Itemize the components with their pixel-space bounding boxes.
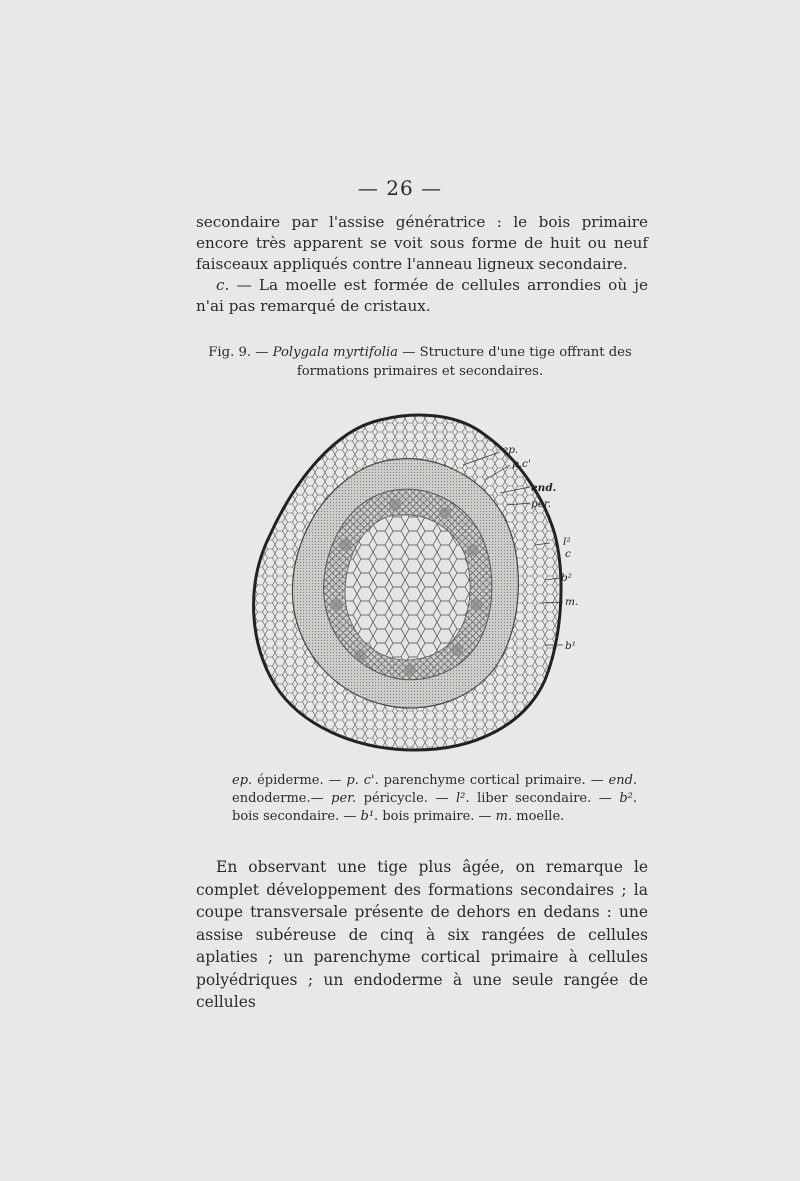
label-b1: b¹ — [565, 640, 576, 652]
label-l2: l² — [563, 536, 571, 548]
legend-per-text: péricycle. — — [363, 791, 449, 806]
legend-l2-text: liber secondaire. — — [477, 791, 612, 806]
legend-b2-abbr: b². — [619, 791, 638, 806]
stem-cross-section-figure — [245, 405, 615, 755]
legend-end-text: endoderme.— — [232, 791, 324, 806]
page-number: — 26 — — [357, 176, 443, 200]
pith-cells — [345, 515, 470, 660]
paragraph-1: secondaire par l'assise génératrice : le bois primaire encore très apparent se voit sous forme de huit ou neuf faisceaux appliqués contre l'anneau ligneux secondaire. — [196, 213, 648, 273]
label-end: end. — [531, 482, 557, 494]
bottom-paragraph — [196, 856, 648, 1014]
legend-per-abbr: per. — [331, 791, 357, 806]
label-b2: b² — [561, 572, 572, 584]
bottom-paragraph-text: En observant une tige plus âgée, on remarque le complet développement des formations secondaires ; la coupe transversale présente de dehors en dedans : une assise subéreuse de cinq à six rangées de cellules aplaties ; un parenchyme cortical primaire à cellules polyédriques ; un endoderme à une seule rangée de cellules — [196, 858, 648, 1011]
caption-text: — Structure d'une tige offrant des formations primaires et secondaires. — [296, 345, 632, 379]
legend-pc-text: parenchyme cortical primaire. — — [383, 773, 604, 788]
legend-ep-text: épiderme. — — [257, 773, 342, 788]
legend-b1-text: bois primaire. — — [382, 809, 492, 824]
legend-l2-abbr: l². — [456, 791, 470, 806]
legend-m-abbr: m. — [495, 809, 513, 824]
legend-ep-abbr: ep. — [232, 773, 253, 788]
caption-species: Polygala myrtifolia — [272, 345, 399, 360]
top-paragraphs — [196, 212, 648, 317]
legend-m-text: moelle. — [516, 809, 565, 824]
label-m: m. — [565, 596, 579, 608]
legend-end-abbr: end. — [608, 773, 638, 788]
caption-fig-number: Fig. 9. — — [208, 345, 269, 360]
label-pc: p.c' — [512, 458, 531, 470]
legend-pc-abbr: p. c'. — [346, 773, 379, 788]
label-per: per. — [531, 498, 552, 510]
legend-b2-text: bois secondaire. — — [232, 809, 357, 824]
paragraph-2-label: c. — [216, 276, 230, 294]
figure-legend — [232, 772, 637, 826]
paragraph-2-text: — La moelle est formée de cellules arrondies où je n'ai pas remarqué de cristaux. — [196, 276, 649, 315]
figure-caption — [190, 343, 650, 381]
label-c: c — [565, 548, 571, 560]
paragraph-2 — [196, 275, 648, 317]
legend-b1-abbr: b¹. — [360, 809, 379, 824]
label-ep: ep. — [502, 444, 519, 456]
